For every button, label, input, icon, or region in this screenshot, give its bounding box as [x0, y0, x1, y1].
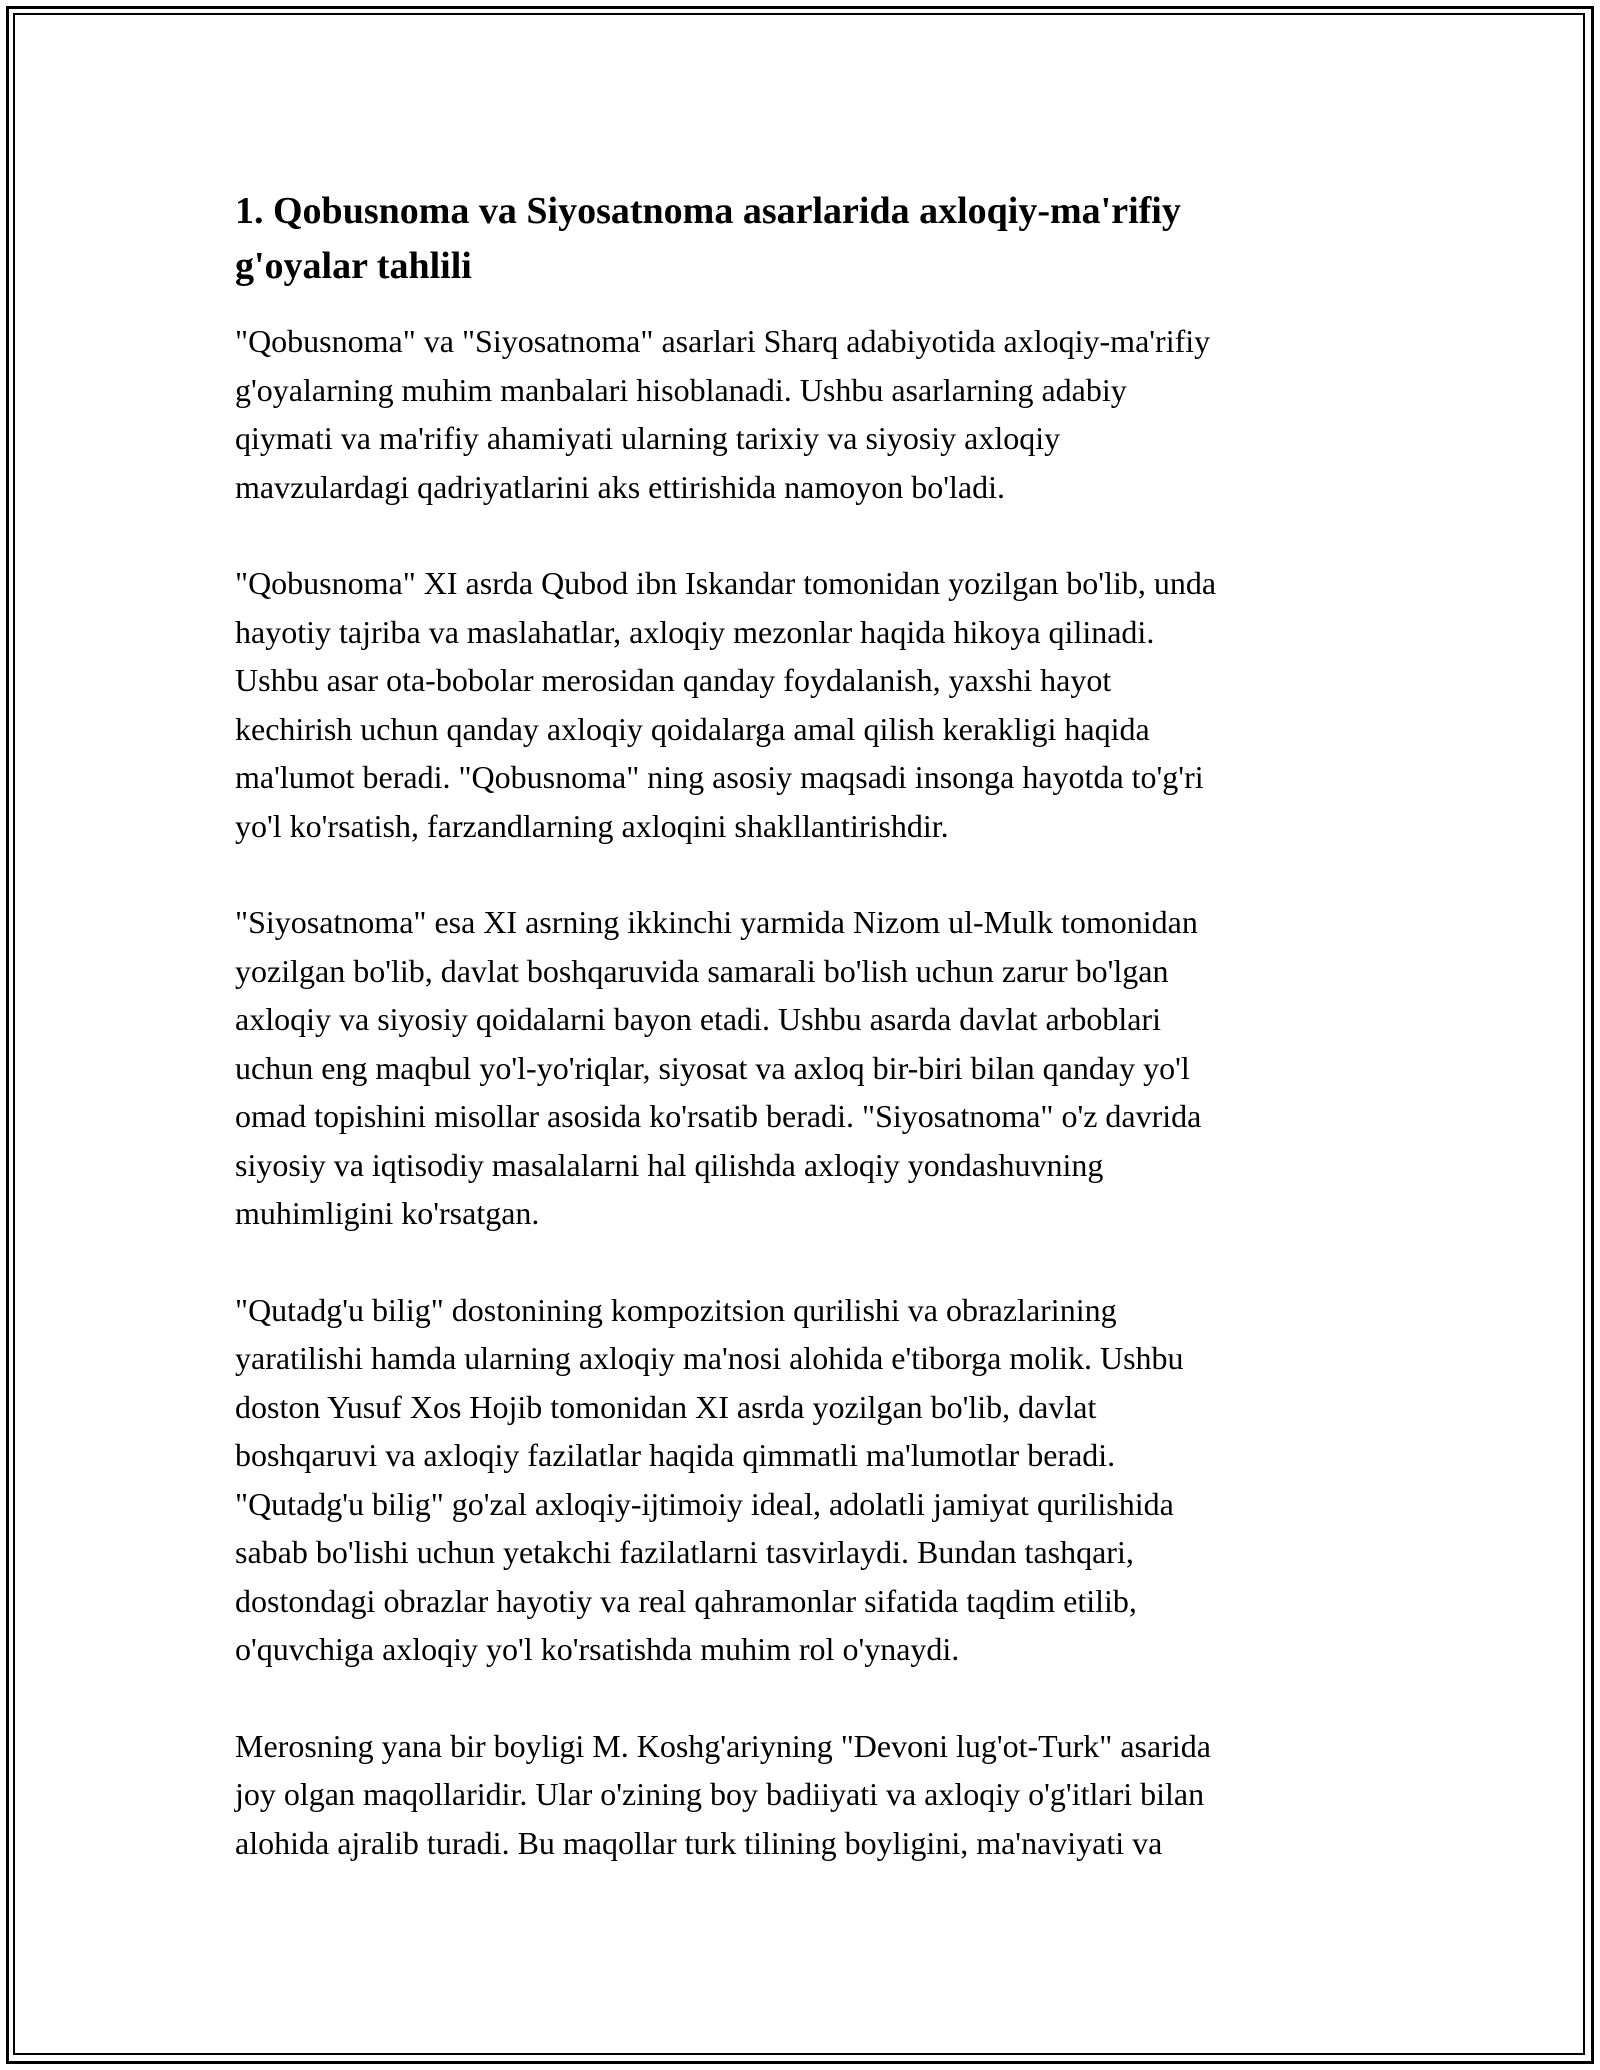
paragraph-qobusnoma: "Qobusnoma" XI asrda Qubod ibn Iskandar tomonidan yozilgan bo'lib, unda hayotiy tajriba va maslahatlar, axloqiy mezonlar haqida hikoya qilinadi. Ushbu asar ota-bobolar merosidan qanday foydalanish, yaxshi hayot kechirish uchun qanday axloqiy qoidalarga amal qilish kerakligi haqida ma'lumot beradi. "Qobusnoma" ning asosiy maqsadi insonga hayotda to'g'ri yo'l ko'rsatish, farzandlarning axloqini shakllantirishdir.: [235, 565, 1217, 844]
section-title: 1. Qobusnoma va Siyosatnoma asarlarida axloqiy-ma'rifiy g'oyalar tahlili: [235, 190, 1181, 287]
paragraph-devoni-lugot-turk: Merosning yana bir boyligi M. Koshg'ariyning "Devoni lug'ot-Turk" asarida joy olgan maqollaridir. Ular o'zining boy badiiyati va axloqiy o'g'itlari bilan alohida ajralib turadi. Bu maqollar turk tilining boyligini, ma'naviyati va: [235, 1727, 1211, 1861]
paragraph-siyosatnoma: "Siyosatnoma" esa XI asrning ikkinchi yarmida Nizom ul-Mulk tomonidan yozilgan bo'lib, davlat boshqaruvida samarali bo'lish uchun zarur bo'lgan axloqiy va siyosiy qoidalarni bayon etadi. Ushbu asarda davlat arboblari uchun eng maqbul yo'l-yo'riqlar, siyosat va axloq bir-biri bilan qanday yo'l omad topishini misollar asosida ko'rsatib beradi. "Siyosatnoma" o'z davrida siyosiy va iqtisodiy masalalarni hal qilishda axloqiy yondashuvning muhimligini ko'rsatgan.: [235, 904, 1202, 1231]
paragraph-qutadgu-bilig: "Qutadg'u bilig" dostonining kompozitsion qurilishi va obrazlarining yaratilishi hamda ularning axloqiy ma'nosi alohida e'tiborga molik. Ushbu doston Yusuf Xos Hojib tomonidan XI asrda yozilgan bo'lib, davlat boshqaruvi va axloqiy fazilatlar haqida qimmatli ma'lumotlar beradi. "Qutadg'u bilig" go'zal axloqiy-ijtimoiy ideal, adolatli jamiyat qurilishida sabab bo'lishi uchun yetakchi fazilatlarni tasvirlaydi. Bundan tashqari, dostondagi obrazlar hayotiy va real qahramonlar sifatida taqdim etilib, o'quvchiga axloqiy yo'l ko'rsatishda muhim rol o'ynaydi.: [235, 1291, 1184, 1667]
document-body: [235, 184, 1375, 1915]
paragraph-intro: "Qobusnoma" va "Siyosatnoma" asarlari Sharq adabiyotida axloqiy-ma'rifiy g'oyalarning muhim manbalari hisoblanadi. Ushbu asarlarning adabiy qiymati va ma'rifiy ahamiyati ularning tarixiy va siyosiy axloqiy mavzulardagi qadriyatlarini aks ettirishida namoyon bo'ladi.: [235, 323, 1211, 505]
